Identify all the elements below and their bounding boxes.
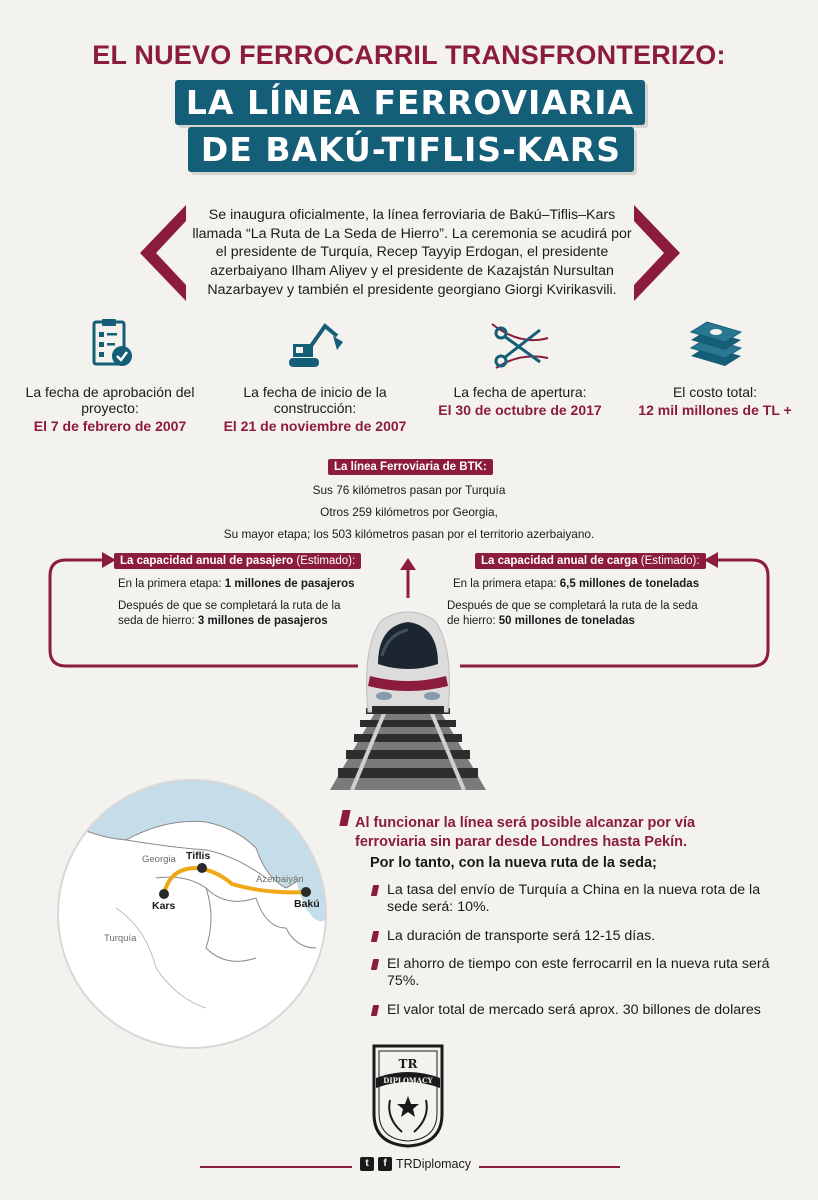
seal-text-band: DIPLOMACY: [383, 1076, 433, 1085]
point-item: [372, 928, 792, 945]
left-chevron-icon: [140, 205, 186, 301]
point-text: El ahorro de tiempo con este ferrocarril en la nueva ruta será 75%.: [387, 956, 770, 989]
passenger-line1-value: 1 millones de pasajeros: [224, 578, 355, 590]
city-baku: Bakú: [294, 898, 320, 910]
tr-diplomacy-seal-logo: [368, 1040, 448, 1148]
cargo-line1-text: En la primera etapa:: [453, 578, 560, 590]
right-chevron-icon: [634, 205, 680, 301]
title-line-2: DE BAKÚ-TIFLIS-KARS: [188, 127, 634, 172]
passenger-line-1: [118, 577, 368, 592]
point-text: El valor total de mercado será aprox. 30 billones de dolares: [387, 1002, 761, 1018]
passenger-line1-text: En la primera etapa:: [118, 578, 225, 590]
point-item: [372, 1002, 792, 1019]
point-text: La duración de transporte será 12-15 días.: [387, 928, 656, 944]
fact-opening: [425, 318, 615, 419]
map-label-turkey: Turquía: [104, 933, 137, 944]
passenger-tag-rest: (Estimado):: [293, 555, 356, 567]
header-kicker: EL NUEVO FERROCARRIL TRANSFRONTERIZO:: [92, 40, 726, 70]
bullet-marker: [371, 959, 379, 970]
city-kars: Kars: [152, 900, 176, 912]
btk-line-georgia: Otros 259 kilómetros por Georgia,: [320, 505, 498, 519]
scissors-ribbon-icon: [490, 318, 550, 374]
excavator-icon: [285, 318, 345, 374]
cargo-tag-rest: (Estimado):: [637, 555, 700, 567]
fact-opening-label: La fecha de apertura:: [453, 384, 587, 400]
seal-text-top: TR: [398, 1057, 418, 1071]
fact-opening-value: El 30 de octubre de 2017: [438, 402, 602, 418]
bullet-marker: [371, 931, 379, 942]
cargo-line2-text: Después de que se completará la ruta de la seda de hierro:: [447, 600, 698, 627]
cargo-line-1: [453, 577, 713, 592]
facebook-icon: f: [378, 1157, 392, 1171]
passenger-line2-text: Después de que se completará la ruta de la seda de hierro:: [118, 600, 341, 627]
bullet-marker: [371, 885, 379, 896]
route-map: [56, 778, 328, 1050]
title-line-1: LA LÍNEA FERROVIARIA: [175, 80, 645, 125]
map-label-georgia: Georgia: [142, 854, 176, 865]
headline-marker: [339, 810, 350, 826]
btk-line-azerbaijan: Su mayor etapa; los 503 kilómetros pasan por el territorio azerbaiyano.: [223, 527, 595, 541]
fact-cost-label: El costo total:: [672, 384, 758, 400]
city-tiflis: Tiflis: [186, 850, 211, 862]
point-text: La tasa del envío de Turquía a China en la nueva rota de la sede será: 10%.: [387, 882, 761, 915]
cargo-capacity-tag: [475, 553, 706, 569]
point-item: [372, 956, 792, 990]
fact-cost: [625, 318, 805, 419]
fact-cost-value: 12 mil millones de TL +: [638, 402, 792, 418]
points-headline: Al funcionar la línea será posible alcanzar por vía ferroviaria sin parar desde Londres hasta Pekín.: [355, 815, 696, 850]
fact-approval: [20, 318, 200, 435]
cargo-tag-bold: La capacidad anual de carga: [481, 555, 638, 567]
point-item: [372, 882, 792, 916]
cargo-line1-value: 6,5 millones de toneladas: [559, 578, 700, 590]
intro-text: Se inaugura oficialmente, la línea ferroviaria de Bakú–Tiflis–Kars llamada “La Ruta de La Seda de Hierro”. La ceremonia se acudirá por el presidente de Turquía, Recep Tayyip Erdogan, el presidente azerbaiyano Ilham Aliyev y el presidente de Kazajstán Nursultan Nazarbayev y también el presidente georgiano Giorgi Kvirikasvili.: [192, 207, 632, 298]
bullet-marker: [371, 1005, 379, 1016]
fact-approval-value: El 7 de febrero de 2007: [33, 418, 187, 434]
cargo-line2-value: 50 millones de toneladas: [498, 615, 635, 627]
footer-social: [352, 1157, 479, 1171]
fact-approval-label: La fecha de aprobación del proyecto:: [25, 384, 195, 416]
clipboard-check-icon: [80, 318, 140, 374]
social-handle[interactable]: TRDiplomacy: [396, 1157, 472, 1171]
fact-construction-value: El 21 de noviembre de 2007: [223, 418, 407, 434]
passenger-tag-bold: La capacidad anual de pasajero: [120, 555, 294, 567]
fact-construction-label: La fecha de inicio de la construcción:: [243, 384, 387, 416]
fact-construction: [215, 318, 415, 435]
map-label-azerbaijan: Azerbaiyán: [256, 874, 304, 885]
btk-line-turkey: Sus 76 kilómetros pasan por Turquía: [312, 483, 506, 497]
btk-tag: La línea Ferroviaria de BTK:: [328, 459, 493, 475]
passenger-capacity-tag: [114, 553, 361, 569]
train-illustration: [318, 604, 498, 790]
money-stack-icon: [685, 318, 745, 374]
passenger-line2-value: 3 millones de pasajeros: [197, 615, 328, 627]
twitter-icon: t: [360, 1157, 374, 1171]
points-subhead: Por lo tanto, con la nueva ruta de la seda;: [370, 855, 657, 871]
